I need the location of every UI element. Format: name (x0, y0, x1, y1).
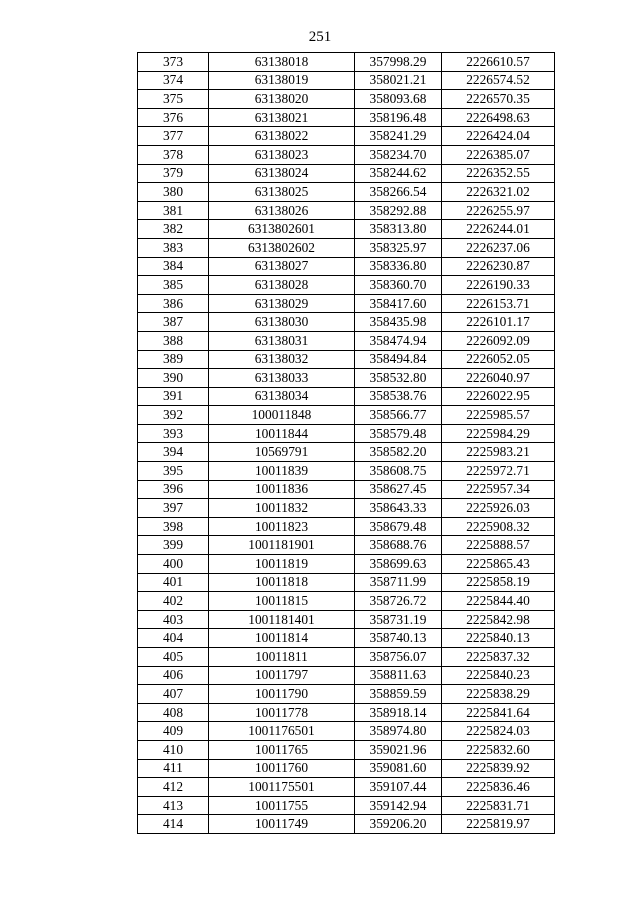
point-id-cell: 63138027 (209, 257, 355, 276)
point-id-cell: 63138024 (209, 164, 355, 183)
row-number-cell: 373 (138, 53, 209, 72)
point-id-cell: 63138019 (209, 71, 355, 90)
y-coordinate-cell: 2225983.21 (442, 443, 555, 462)
table-row (138, 555, 555, 574)
point-id-cell: 10011755 (209, 796, 355, 815)
row-number-cell: 375 (138, 90, 209, 109)
row-number-cell: 394 (138, 443, 209, 462)
y-coordinate-cell: 2226190.33 (442, 276, 555, 295)
x-coordinate-cell: 358313.80 (355, 220, 442, 239)
table-row (138, 536, 555, 555)
x-coordinate-cell: 358811.63 (355, 666, 442, 685)
row-number-cell: 409 (138, 722, 209, 741)
y-coordinate-cell: 2226052.05 (442, 350, 555, 369)
y-coordinate-cell: 2225840.13 (442, 629, 555, 648)
row-number-cell: 379 (138, 164, 209, 183)
table-row (138, 387, 555, 406)
y-coordinate-cell: 2225839.92 (442, 759, 555, 778)
y-coordinate-cell: 2225985.57 (442, 406, 555, 425)
x-coordinate-cell: 358435.98 (355, 313, 442, 332)
point-id-cell: 63138033 (209, 369, 355, 388)
y-coordinate-cell: 2226352.55 (442, 164, 555, 183)
point-id-cell: 10011797 (209, 666, 355, 685)
table-row (138, 331, 555, 350)
x-coordinate-cell: 358417.60 (355, 294, 442, 313)
x-coordinate-cell: 358325.97 (355, 238, 442, 257)
row-number-cell: 387 (138, 313, 209, 332)
point-id-cell: 10011818 (209, 573, 355, 592)
x-coordinate-cell: 358679.48 (355, 517, 442, 536)
table-row (138, 462, 555, 481)
row-number-cell: 389 (138, 350, 209, 369)
coordinates-table (137, 52, 555, 834)
y-coordinate-cell: 2225831.71 (442, 796, 555, 815)
x-coordinate-cell: 358241.29 (355, 127, 442, 146)
row-number-cell: 374 (138, 71, 209, 90)
point-id-cell: 10011811 (209, 648, 355, 667)
row-number-cell: 382 (138, 220, 209, 239)
x-coordinate-cell: 358538.76 (355, 387, 442, 406)
y-coordinate-cell: 2226092.09 (442, 331, 555, 350)
table-row (138, 796, 555, 815)
x-coordinate-cell: 358756.07 (355, 648, 442, 667)
point-id-cell: 6313802601 (209, 220, 355, 239)
point-id-cell: 10011815 (209, 592, 355, 611)
table-row (138, 294, 555, 313)
y-coordinate-cell: 2226610.57 (442, 53, 555, 72)
table-row (138, 257, 555, 276)
y-coordinate-cell: 2225832.60 (442, 740, 555, 759)
row-number-cell: 410 (138, 740, 209, 759)
point-id-cell: 1001181401 (209, 610, 355, 629)
row-number-cell: 396 (138, 480, 209, 499)
row-number-cell: 399 (138, 536, 209, 555)
table-row (138, 201, 555, 220)
row-number-cell: 383 (138, 238, 209, 257)
point-id-cell: 63138031 (209, 331, 355, 350)
y-coordinate-cell: 2226101.17 (442, 313, 555, 332)
row-number-cell: 406 (138, 666, 209, 685)
y-coordinate-cell: 2225926.03 (442, 499, 555, 518)
y-coordinate-cell: 2225972.71 (442, 462, 555, 481)
y-coordinate-cell: 2225984.29 (442, 424, 555, 443)
x-coordinate-cell: 359107.44 (355, 778, 442, 797)
table-row (138, 517, 555, 536)
x-coordinate-cell: 358627.45 (355, 480, 442, 499)
point-id-cell: 63138029 (209, 294, 355, 313)
point-id-cell: 100011848 (209, 406, 355, 425)
table-row (138, 276, 555, 295)
table-row (138, 443, 555, 462)
y-coordinate-cell: 2225858.19 (442, 573, 555, 592)
point-id-cell: 63138028 (209, 276, 355, 295)
y-coordinate-cell: 2225836.46 (442, 778, 555, 797)
x-coordinate-cell: 358336.80 (355, 257, 442, 276)
y-coordinate-cell: 2226244.01 (442, 220, 555, 239)
y-coordinate-cell: 2226424.04 (442, 127, 555, 146)
x-coordinate-cell: 358643.33 (355, 499, 442, 518)
row-number-cell: 392 (138, 406, 209, 425)
x-coordinate-cell: 358579.48 (355, 424, 442, 443)
table-row (138, 369, 555, 388)
row-number-cell: 376 (138, 108, 209, 127)
x-coordinate-cell: 358974.80 (355, 722, 442, 741)
table-row (138, 350, 555, 369)
x-coordinate-cell: 359081.60 (355, 759, 442, 778)
x-coordinate-cell: 359021.96 (355, 740, 442, 759)
x-coordinate-cell: 358918.14 (355, 703, 442, 722)
row-number-cell: 377 (138, 127, 209, 146)
row-number-cell: 404 (138, 629, 209, 648)
x-coordinate-cell: 358859.59 (355, 685, 442, 704)
point-id-cell: 63138032 (209, 350, 355, 369)
table-row (138, 71, 555, 90)
y-coordinate-cell: 2226570.35 (442, 90, 555, 109)
row-number-cell: 412 (138, 778, 209, 797)
point-id-cell: 10011823 (209, 517, 355, 536)
table-row (138, 778, 555, 797)
x-coordinate-cell: 358494.84 (355, 350, 442, 369)
table-row (138, 238, 555, 257)
x-coordinate-cell: 358688.76 (355, 536, 442, 555)
row-number-cell: 386 (138, 294, 209, 313)
table-row (138, 648, 555, 667)
point-id-cell: 1001176501 (209, 722, 355, 741)
x-coordinate-cell: 359206.20 (355, 815, 442, 834)
y-coordinate-cell: 2225908.32 (442, 517, 555, 536)
y-coordinate-cell: 2226255.97 (442, 201, 555, 220)
row-number-cell: 395 (138, 462, 209, 481)
y-coordinate-cell: 2226040.97 (442, 369, 555, 388)
row-number-cell: 391 (138, 387, 209, 406)
x-coordinate-cell: 358234.70 (355, 145, 442, 164)
table-row (138, 424, 555, 443)
y-coordinate-cell: 2226153.71 (442, 294, 555, 313)
point-id-cell: 63138018 (209, 53, 355, 72)
point-id-cell: 10011749 (209, 815, 355, 834)
x-coordinate-cell: 359142.94 (355, 796, 442, 815)
table-row (138, 145, 555, 164)
table-row (138, 666, 555, 685)
coordinates-table-container (137, 52, 555, 834)
table-row (138, 220, 555, 239)
row-number-cell: 413 (138, 796, 209, 815)
table-row (138, 406, 555, 425)
x-coordinate-cell: 358244.62 (355, 164, 442, 183)
x-coordinate-cell: 358711.99 (355, 573, 442, 592)
row-number-cell: 407 (138, 685, 209, 704)
table-row (138, 164, 555, 183)
row-number-cell: 381 (138, 201, 209, 220)
y-coordinate-cell: 2226498.63 (442, 108, 555, 127)
point-id-cell: 63138025 (209, 183, 355, 202)
x-coordinate-cell: 358532.80 (355, 369, 442, 388)
row-number-cell: 393 (138, 424, 209, 443)
x-coordinate-cell: 358699.63 (355, 555, 442, 574)
y-coordinate-cell: 2226022.95 (442, 387, 555, 406)
table-row (138, 759, 555, 778)
row-number-cell: 400 (138, 555, 209, 574)
point-id-cell: 1001181901 (209, 536, 355, 555)
x-coordinate-cell: 358608.75 (355, 462, 442, 481)
y-coordinate-cell: 2225841.64 (442, 703, 555, 722)
row-number-cell: 403 (138, 610, 209, 629)
table-row (138, 53, 555, 72)
point-id-cell: 63138020 (209, 90, 355, 109)
point-id-cell: 63138026 (209, 201, 355, 220)
table-row (138, 108, 555, 127)
x-coordinate-cell: 358726.72 (355, 592, 442, 611)
point-id-cell: 10569791 (209, 443, 355, 462)
row-number-cell: 378 (138, 145, 209, 164)
y-coordinate-cell: 2226321.02 (442, 183, 555, 202)
point-id-cell: 10011790 (209, 685, 355, 704)
row-number-cell: 388 (138, 331, 209, 350)
row-number-cell: 380 (138, 183, 209, 202)
table-row (138, 183, 555, 202)
row-number-cell: 398 (138, 517, 209, 536)
point-id-cell: 63138030 (209, 313, 355, 332)
table-row (138, 629, 555, 648)
y-coordinate-cell: 2225842.98 (442, 610, 555, 629)
x-coordinate-cell: 358196.48 (355, 108, 442, 127)
x-coordinate-cell: 358582.20 (355, 443, 442, 462)
table-row (138, 499, 555, 518)
row-number-cell: 390 (138, 369, 209, 388)
point-id-cell: 10011839 (209, 462, 355, 481)
table-row (138, 722, 555, 741)
row-number-cell: 397 (138, 499, 209, 518)
table-row (138, 592, 555, 611)
x-coordinate-cell: 358093.68 (355, 90, 442, 109)
y-coordinate-cell: 2225837.32 (442, 648, 555, 667)
point-id-cell: 10011765 (209, 740, 355, 759)
table-row (138, 703, 555, 722)
point-id-cell: 10011844 (209, 424, 355, 443)
y-coordinate-cell: 2225838.29 (442, 685, 555, 704)
table-body (138, 53, 555, 834)
point-id-cell: 10011760 (209, 759, 355, 778)
row-number-cell: 402 (138, 592, 209, 611)
y-coordinate-cell: 2225819.97 (442, 815, 555, 834)
y-coordinate-cell: 2226230.87 (442, 257, 555, 276)
row-number-cell: 401 (138, 573, 209, 592)
row-number-cell: 414 (138, 815, 209, 834)
x-coordinate-cell: 358266.54 (355, 183, 442, 202)
row-number-cell: 408 (138, 703, 209, 722)
point-id-cell: 1001175501 (209, 778, 355, 797)
point-id-cell: 10011832 (209, 499, 355, 518)
row-number-cell: 385 (138, 276, 209, 295)
point-id-cell: 6313802602 (209, 238, 355, 257)
table-row (138, 573, 555, 592)
x-coordinate-cell: 357998.29 (355, 53, 442, 72)
point-id-cell: 63138034 (209, 387, 355, 406)
x-coordinate-cell: 358566.77 (355, 406, 442, 425)
y-coordinate-cell: 2225865.43 (442, 555, 555, 574)
table-row (138, 610, 555, 629)
row-number-cell: 384 (138, 257, 209, 276)
y-coordinate-cell: 2225844.40 (442, 592, 555, 611)
row-number-cell: 411 (138, 759, 209, 778)
y-coordinate-cell: 2225957.34 (442, 480, 555, 499)
x-coordinate-cell: 358731.19 (355, 610, 442, 629)
table-row (138, 740, 555, 759)
point-id-cell: 63138022 (209, 127, 355, 146)
point-id-cell: 10011836 (209, 480, 355, 499)
table-row (138, 127, 555, 146)
page-number: 251 (308, 29, 332, 45)
x-coordinate-cell: 358292.88 (355, 201, 442, 220)
row-number-cell: 405 (138, 648, 209, 667)
y-coordinate-cell: 2226385.07 (442, 145, 555, 164)
table-row (138, 480, 555, 499)
table-row (138, 685, 555, 704)
point-id-cell: 63138021 (209, 108, 355, 127)
y-coordinate-cell: 2226237.06 (442, 238, 555, 257)
table-row (138, 815, 555, 834)
point-id-cell: 10011819 (209, 555, 355, 574)
y-coordinate-cell: 2225824.03 (442, 722, 555, 741)
x-coordinate-cell: 358021.21 (355, 71, 442, 90)
x-coordinate-cell: 358474.94 (355, 331, 442, 350)
point-id-cell: 63138023 (209, 145, 355, 164)
y-coordinate-cell: 2225888.57 (442, 536, 555, 555)
table-row (138, 313, 555, 332)
x-coordinate-cell: 358740.13 (355, 629, 442, 648)
y-coordinate-cell: 2226574.52 (442, 71, 555, 90)
y-coordinate-cell: 2225840.23 (442, 666, 555, 685)
x-coordinate-cell: 358360.70 (355, 276, 442, 295)
point-id-cell: 10011778 (209, 703, 355, 722)
point-id-cell: 10011814 (209, 629, 355, 648)
table-row (138, 90, 555, 109)
